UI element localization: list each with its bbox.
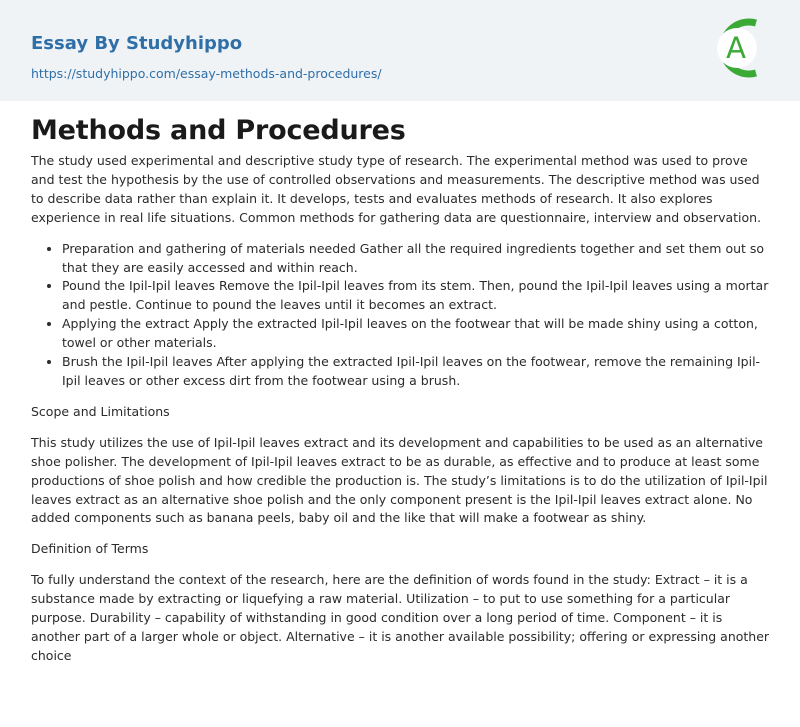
procedure-step: • Pound the Ipil-Ipil leaves Remove the Ipil-Ipil leaves from its stem. Then, pound the Ipil-Ipil leaves using a mortar and pestle. Continue to pound the leaves until it becomes an extract. xyxy=(62,277,771,315)
scope-paragraph: This study utilizes the use of Ipil-Ipil leaves extract and its development and capabilities to be used as an alternative shoe polisher. The development of Ipil-Ipil leaves extract to be as durable, as effective and to produce at least some productions of shoe polish and how credible the production is. The study’s limitations is to do the utilization of Ipil-Ipil leaves extract as an alternative shoe polish and the only component present is the Ipil-Ipil leaves extract alone. No added components such as banana peels, baby oil and the like that will make a footwear as shiny. xyxy=(31,434,768,526)
definition-paragraph: To fully understand the context of the research, here are the definition of words found in the study: Extract – it is a substance made by extracting or liquefying a raw material. Utilization – to put to use something for a particular purpose. Durability – capability of withstanding in good condition over a long period of time. Component – it is another part of a larger whole or object. Alternative – it is another available possibility; offering or expressing another choice xyxy=(31,572,770,663)
procedure-step: • Brush the Ipil-Ipil leaves After applying the extracted Ipil-Ipil leaves on the footwear, remove the remaining Ipil-Ipil leaves or other excess dirt from the footwear using a brush. xyxy=(62,353,771,391)
procedure-step: • Preparation and gathering of materials needed Gather all the required ingredients together and set them out so that they are easily accessed and within reach. xyxy=(62,240,771,278)
intro-paragraph: The study used experimental and descriptive study type of research. The experimental method was used to prove and test the hypothesis by the use of controlled observations and measurements. The descriptive method was used to describe data rather than explain it. It develops, tests and evaluates methods of research. It also explores experience in real life situations. Common methods for gathering data are questionnaire, interview and observation. xyxy=(31,153,762,225)
studyhippo-logo-icon[interactable] xyxy=(712,14,770,82)
scope-heading: Scope and Limitations xyxy=(31,403,170,419)
site-header xyxy=(0,0,800,101)
essay-url-link[interactable]: https://studyhippo.com/essay-methods-and-procedures/ xyxy=(31,66,382,81)
procedure-step: • Applying the extract Apply the extracted Ipil-Ipil leaves on the footwear that will be made shiny using a cotton, towel or other materials. xyxy=(62,315,771,353)
site-brand[interactable]: Essay By Studyhippo xyxy=(31,33,243,54)
logo-letter: A xyxy=(726,31,746,65)
article-title: Methods and Procedures xyxy=(31,115,406,146)
procedure-list xyxy=(62,240,771,391)
definition-heading: Definition of Terms xyxy=(31,541,149,557)
article-body xyxy=(31,112,771,666)
